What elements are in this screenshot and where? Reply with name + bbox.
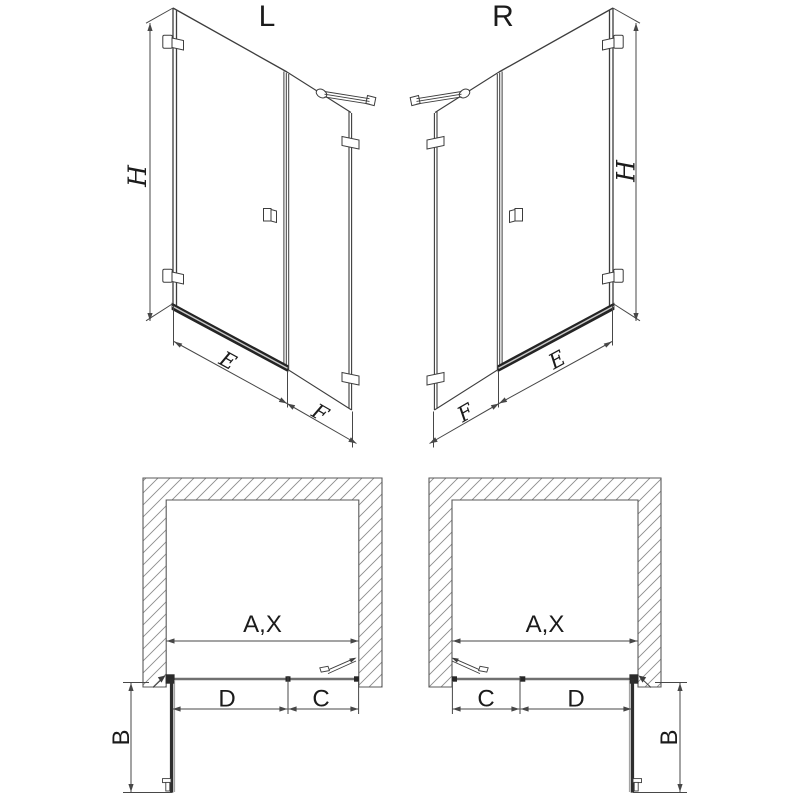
wall-section (429, 478, 661, 687)
panel-joint (520, 676, 525, 681)
plan-right-dim-label-C: C (477, 685, 495, 713)
iso-left-dim-label-E: E (215, 346, 241, 376)
iso-right-dim-label-F: F (453, 398, 478, 427)
door-open-position (163, 679, 175, 793)
door-panel-dim-lines (173, 676, 359, 714)
plan-left-dim-label-AX: A,X (243, 611, 282, 638)
plan-left-dim-label-C: C (312, 685, 330, 713)
plan-right-dim-label-B: B (656, 729, 683, 746)
plan-right-dim-label-D: D (567, 685, 585, 713)
plan-left-dim-label-B: B (108, 729, 135, 746)
door-open-position (629, 679, 641, 793)
panel-wall-cap (452, 676, 457, 681)
iso-right-dim-label-E: E (544, 345, 570, 375)
iso-right-variant-label: R (492, 0, 514, 33)
iso-right-geometry (410, 8, 640, 448)
panel-wall-cap (354, 676, 359, 681)
iso-left-variant-label: L (258, 0, 276, 33)
support-bar-plan (452, 658, 489, 674)
iso-left-dim-label-H: H (123, 165, 152, 187)
iso-view-geometry (146, 8, 376, 448)
door-handle (264, 209, 277, 223)
support-bar-plan (320, 658, 357, 674)
iso-left-dim-label-F: F (307, 398, 333, 427)
wall-section (143, 478, 382, 687)
plan-left-dim-label-D: D (218, 685, 236, 713)
plan-right-dim-label-AX: A,X (525, 611, 565, 638)
iso-right-dim-label-H: H (611, 160, 641, 182)
fixed-panel-glass (287, 72, 352, 410)
